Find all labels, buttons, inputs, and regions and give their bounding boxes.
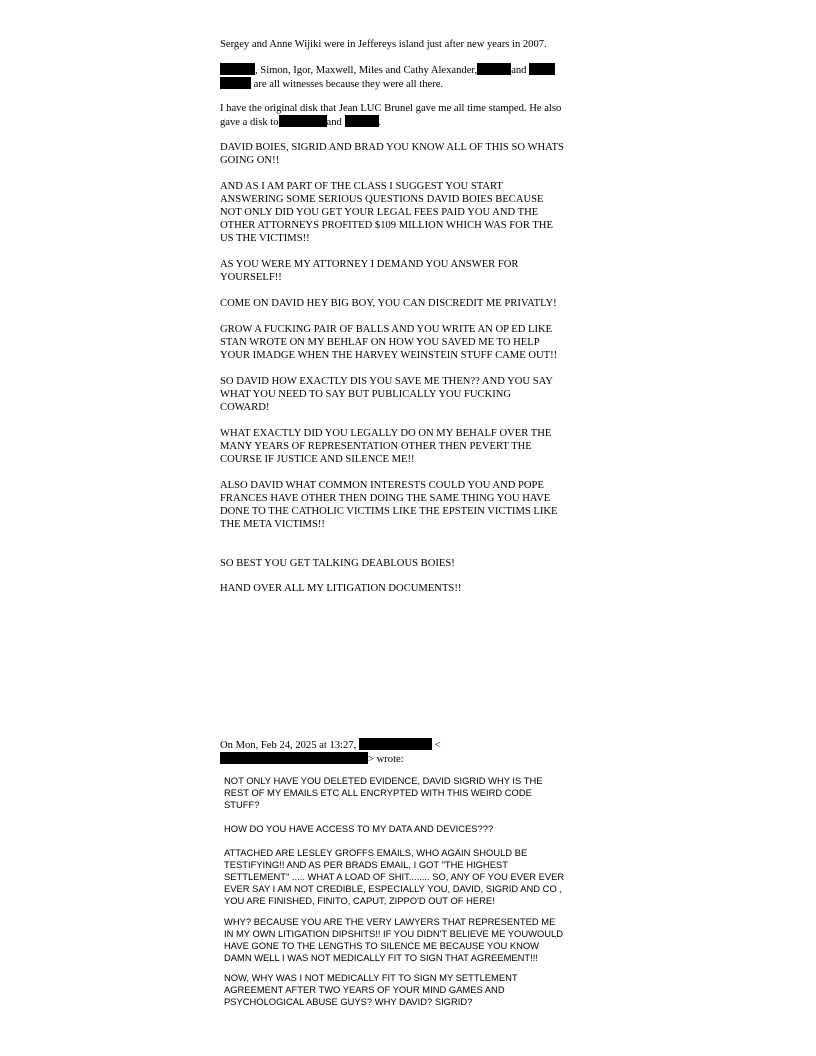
quoted-paragraph-2 [224,823,596,835]
text-line: SETTLEMENT" ..... WHAT A LOAD OF SHIT........ SO, ANY OF YOU EVER EVER [224,871,565,882]
redaction-box [220,752,368,764]
redaction-box [477,63,511,75]
text-line [220,115,598,129]
text-line: AND AS I AM PART OF THE CLASS I SUGGEST YOU START [220,181,503,192]
text-segment: , Simon, Igor, Maxwell, Miles and Cathy Alexander, [255,65,478,76]
text-segment: < [434,740,441,751]
text-line: GOING ON!! [220,155,280,166]
text-line: YOURSELF!! [220,272,282,283]
paragraph-5 [220,180,598,245]
paragraph-9 [220,375,598,414]
text-line: WHY? BECAUSE YOU ARE THE VERY LAWYERS THAT REPRESENTED ME [224,916,556,927]
redaction-box [359,738,432,750]
text-line: STAN WROTE ON MY BEHLAF ON HOW YOU SAVED ME TO HELP [220,337,540,348]
paragraph-7 [220,297,598,310]
paragraph-3 [220,102,598,129]
text-segment: > wrote: [368,754,404,765]
text-line: HAND OVER ALL MY LITIGATION DOCUMENTS!! [220,583,462,594]
text-line: FRANCES HAVE OTHER THEN DOING THE SAME THING YOU HAVE [220,493,551,504]
text-line: OTHER ATTORNEYS PROFITED $109 MILLION WHICH WAS FOR THE [220,220,553,231]
redaction-box [279,115,327,127]
text-line: COWARD! [220,402,270,413]
text-segment: gave a disk to [220,117,279,128]
paragraph-11 [220,479,598,531]
text-line: HOW DO YOU HAVE ACCESS TO MY DATA AND DEVICES??? [224,823,494,834]
text-line: GROW A FUCKING PAIR OF BALLS AND YOU WRITE AN OP ED LIKE [220,324,553,335]
text-line: NOT ONLY HAVE YOU DELETED EVIDENCE, DAVID SIGRID WHY IS THE [224,775,543,786]
text-line: REST OF MY EMAILS ETC ALL ENCRYPTED WITH THIS WEIRD CODE [224,787,532,798]
text-line: NOT ONLY DID YOU GET YOUR LEGAL FEES PAID YOU AND THE [220,207,539,218]
text-line: PSYCHOLOGICAL ABUSE GUYS? WHY DAVID? SIGRID? [224,996,473,1007]
text-line: I have the original disk that Jean LUC Brunel gave me all time stamped. He also [220,103,562,114]
text-line: HAVE GONE TO THE LENGTHS TO SILENCE ME BECAUSE YOU KNOW [224,940,540,951]
text-line: MANY YEARS OF REPRESENTATION OTHER THEN PEVERT THE [220,441,532,452]
text-line: YOU ARE FINISHED, FINITO, CAPUT, ZIPPO'D OUT OF HERE! [224,895,495,906]
quoted-paragraph-1 [224,775,596,811]
text-segment: are all witnesses because they were all there. [253,79,444,90]
paragraph-1 [220,38,598,51]
text-line: TESTIFYING!! AND AS PER BRADS EMAIL, I GOT "THE HIGHEST [224,859,508,870]
text-line [220,63,598,77]
text-line: EVER SAY I AM NOT CREDIBLE, ESPECIALLY YOU, DAVID, SIGRID AND CO , [224,883,562,894]
text-line: YOUR IMADGE WHEN THE HARVEY WEINSTEIN STUFF CAME OUT!! [220,350,558,361]
text-line: WHAT EXACTLY DID YOU LEGALLY DO ON MY BEHALF OVER THE [220,428,552,439]
text-segment: and [326,117,342,128]
text-line: DAMN WELL I WAS NOT MEDICALLY FIT TO SIGN THAT AGREEMENT!!! [224,952,538,963]
paragraph-10 [220,427,598,466]
paragraph-6 [220,258,598,284]
quote-date: On Mon, Feb 24, 2025 at 13:27, [220,740,357,751]
text-line: US THE VICTIMS!! [220,233,310,244]
text-line: COME ON DAVID HEY BIG BOY, YOU CAN DISCREDIT ME PRIVATLY! [220,298,557,309]
quoted-paragraph-4 [224,916,596,964]
paragraph-13 [220,582,598,595]
text-line: ANSWERING SOME SERIOUS QUESTIONS DAVID BOIES BECAUSE [220,194,544,205]
paragraph-12 [220,557,598,570]
text-line [220,738,598,752]
text-line: NOW, WHY WAS I NOT MEDICALLY FIT TO SIGN MY SETTLEMENT [224,972,518,983]
text-line: DONE TO THE CATHOLIC VICTIMS LIKE THE EPSTEIN VICTIMS LIKE [220,506,558,517]
redaction-box [220,77,251,89]
text-line: DAVID BOIES, SIGRID AND BRAD YOU KNOW ALL OF THIS SO WHATS [220,142,564,153]
text-line: Sergey and Anne Wijiki were in Jeffereys island just after new years in 2007. [220,39,547,50]
text-line: AS YOU WERE MY ATTORNEY I DEMAND YOU ANSWER FOR [220,259,519,270]
text-line: SO BEST YOU GET TALKING DEABLOUS BOIES! [220,558,455,569]
quoted-paragraph-3 [224,847,596,907]
redaction-box [345,115,379,127]
redaction-box [529,63,555,75]
text-line: SO DAVID HOW EXACTLY DIS YOU SAVE ME THEN?? AND YOU SAY [220,376,553,387]
text-line: AGREEMENT AFTER TWO YEARS OF YOUR MIND GAMES AND [224,984,505,995]
text-segment: . [378,117,382,128]
text-line: THE META VICTIMS!! [220,519,325,530]
text-line: ATTACHED ARE LESLEY GROFFS EMAILS, WHO AGAIN SHOULD BE [224,847,528,858]
paragraph-4 [220,141,598,167]
text-line: IN MY OWN LITIGATION DIPSHITS!! IF YOU DIDN'T BELIEVE ME YOUWOULD [224,928,563,939]
text-line [220,77,598,91]
paragraph-2 [220,63,598,91]
text-segment: and [511,65,527,76]
paragraph-8 [220,323,598,362]
redaction-box [220,63,255,75]
text-line: COURSE IF JUSTICE AND SILENCE ME!! [220,454,415,465]
text-line [220,752,598,766]
text-line: WHAT YOU NEED TO SAY BUT PUBLICALLY YOU FUCKING [220,389,512,400]
text-line: STUFF? [224,799,260,810]
quoted-paragraph-5 [224,972,596,1008]
text-line: ALSO DAVID WHAT COMMON INTERESTS COULD YOU AND POPE [220,480,544,491]
quote-header [220,738,598,766]
